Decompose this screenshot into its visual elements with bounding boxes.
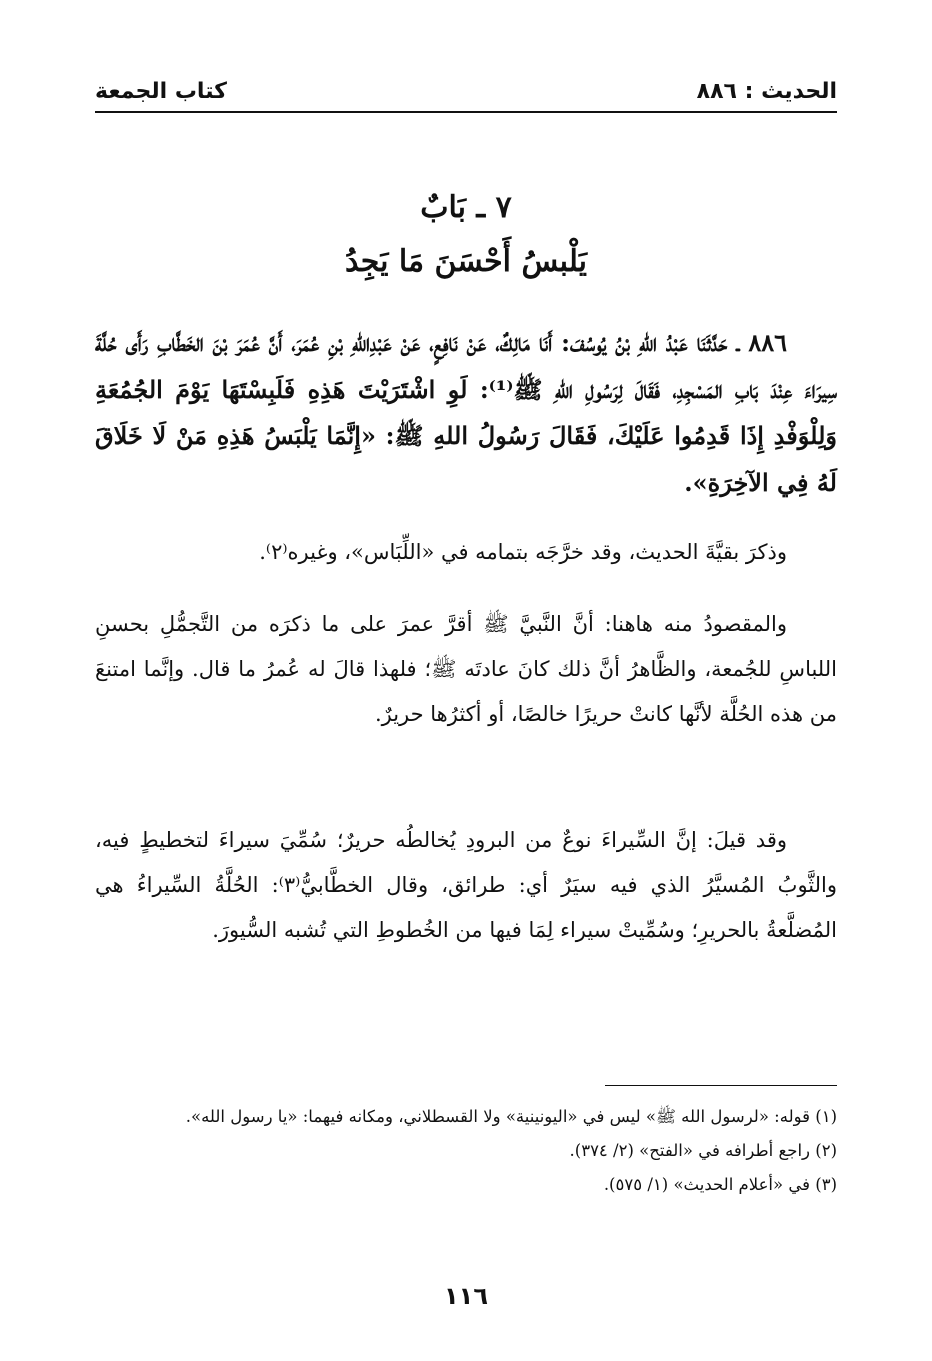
hadith-number-header: الحديث : ٨٨٦ [696, 79, 837, 104]
commentary-paragraph-1: وذكرَ بقيَّةَ الحديث، وقد خرَّجَه بتمامه في «اللِّبَاس»، وغيره⁽٢⁾. [259, 540, 787, 564]
header-divider [95, 111, 837, 113]
footnote-3: (٣) في «أعلام الحديث» (١/ ٥٧٥). [603, 1175, 837, 1194]
hadith-text: ٨٨٦ ـ حَدَّثَنَا عَبْدُ اللهِ بْنُ يُوسُفَ: أَنَا مَالِكٌ، عَنْ نَافِعٍ، عَنْ عَبْدِاللهِ بْنِ عُمَرَ، أَنَّ عُمَرَ بْنَ الخَطَّابِ رَأَى حُلَّةَ سِيرَاءَ عِنْدَ بَابِ المَسْجِدِ، فَقَالَ لِرَسُولِ اللهِ ﷺ⁽¹⁾: لَوِ اشْتَرَيْتَ هَذِهِ فَلَبِسْتَهَا يَوْمَ الجُمُعَةِ وَلِلْوَفْدِ إِذَا قَدِمُوا عَلَيْكَ، فَقَالَ رَسُولُ اللهِ ﷺ: «إِنَّمَا يَلْبَسُ هَذِهِ مَنْ لَا خَلَاقَ لَهُ فِي الآخِرَةِ». [95, 328, 837, 497]
running-header [95, 74, 837, 110]
book-title-header: كتاب الجمعة [95, 79, 227, 104]
footnote-2: (٢) راجع أطرافه في «الفتح» (٢/ ٣٧٤). [569, 1141, 837, 1160]
chapter-title: يَلْبسُ أَحْسَنَ مَا يَجِدُ [344, 244, 588, 279]
commentary-paragraph-3: وقد قيلَ: إنَّ السِّيراءَ نوعٌ من البرودِ يُخالطُه حريرٌ؛ سُمِّيَ سيراءَ لتخطيطٍ فيه، والثَّوبُ المُسيَّرُ الذي فيه سيَرٌ أي: طرائق، وقال الخطَّابيُّ⁽٣⁾: الحُلَّةُ السِّيراءُ هي المُضلَّعةُ بالحريرِ؛ وسُمِّيتْ سيراء لِمَا فيها من الخُطوطِ التي تُشبه السُّيورَ. [95, 828, 838, 942]
footnote-divider [605, 1085, 837, 1086]
page-number: ١١٦ [444, 1282, 488, 1310]
footnotes [95, 1100, 837, 1202]
commentary-paragraph-2: والمقصودُ منه هاهنا: أنَّ النَّبيَّ ﷺ أقرَّ عمرَ على ما ذكرَه من التَّجمُّلِ بحسنِ اللباسِ للجُمعة، والظَّاهرُ أنَّ ذلك كانَ عادتَه ﷺ؛ فلهذا قالَ له عُمرُ ما قال. وإنَّما امتنعَ من هذه الحُلَّة لأنَّها كانتْ حريرًا خالصًا، أو أكثرُها حريرٌ. [95, 612, 837, 726]
chapter-number: ٧ ـ بَابٌ [420, 190, 512, 225]
footnote-1: (١) قوله: «لرسول الله ﷺ» ليس في «اليونينية» ولا القسطلاني، ومكانه فيهما: «يا رسول الله». [185, 1107, 837, 1126]
